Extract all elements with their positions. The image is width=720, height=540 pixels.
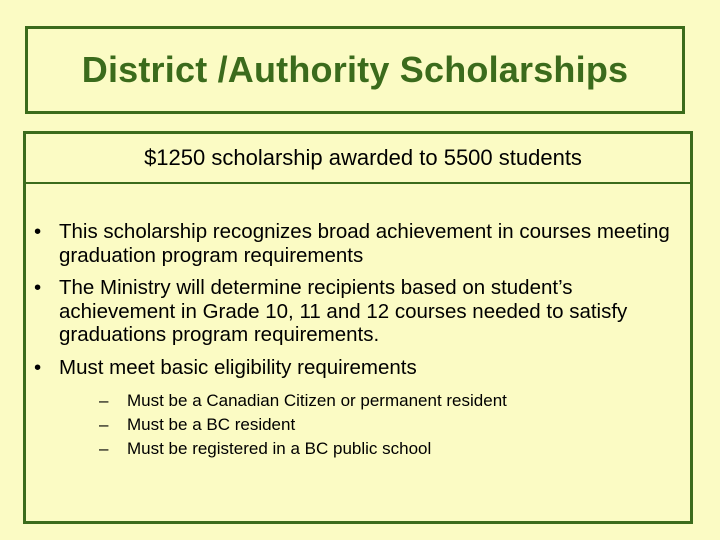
bullet-marker: • [34, 276, 42, 299]
bullet-item [26, 220, 690, 267]
title-box [25, 26, 685, 114]
bullet-text: Must meet basic eligibility requirements [59, 355, 417, 379]
page-title: District /Authority Scholarships [81, 49, 629, 90]
sub-bullet-item [59, 437, 684, 461]
bullet-text: The Ministry will determine recipients based on student’s achievement in Grade 10, 11 and 12 courses needed to satisfy graduations program requirements. [59, 276, 628, 346]
content-box [23, 131, 693, 524]
sub-bullet-text: Must be a BC resident [127, 415, 296, 434]
bullet-item [26, 356, 690, 462]
sub-bullet-item [59, 413, 684, 437]
dash-marker: – [99, 391, 109, 410]
bullet-list [26, 220, 690, 470]
dash-marker: – [99, 415, 109, 434]
bullet-text: This scholarship recognizes broad achievement in courses meeting graduation program requirements [59, 220, 670, 267]
dash-marker: – [99, 439, 109, 458]
sub-bullet-text: Must be a Canadian Citizen or permanent resident [127, 391, 507, 410]
sub-bullet-item [59, 389, 684, 413]
sub-bullet-list [59, 389, 684, 461]
bullet-marker: • [34, 220, 42, 243]
bullet-marker: • [34, 355, 42, 379]
subtitle-row [26, 134, 690, 184]
sub-bullet-text: Must be registered in a BC public school [127, 439, 432, 458]
subtitle: $1250 scholarship awarded to 5500 students [144, 145, 582, 170]
bullet-item [26, 276, 690, 347]
